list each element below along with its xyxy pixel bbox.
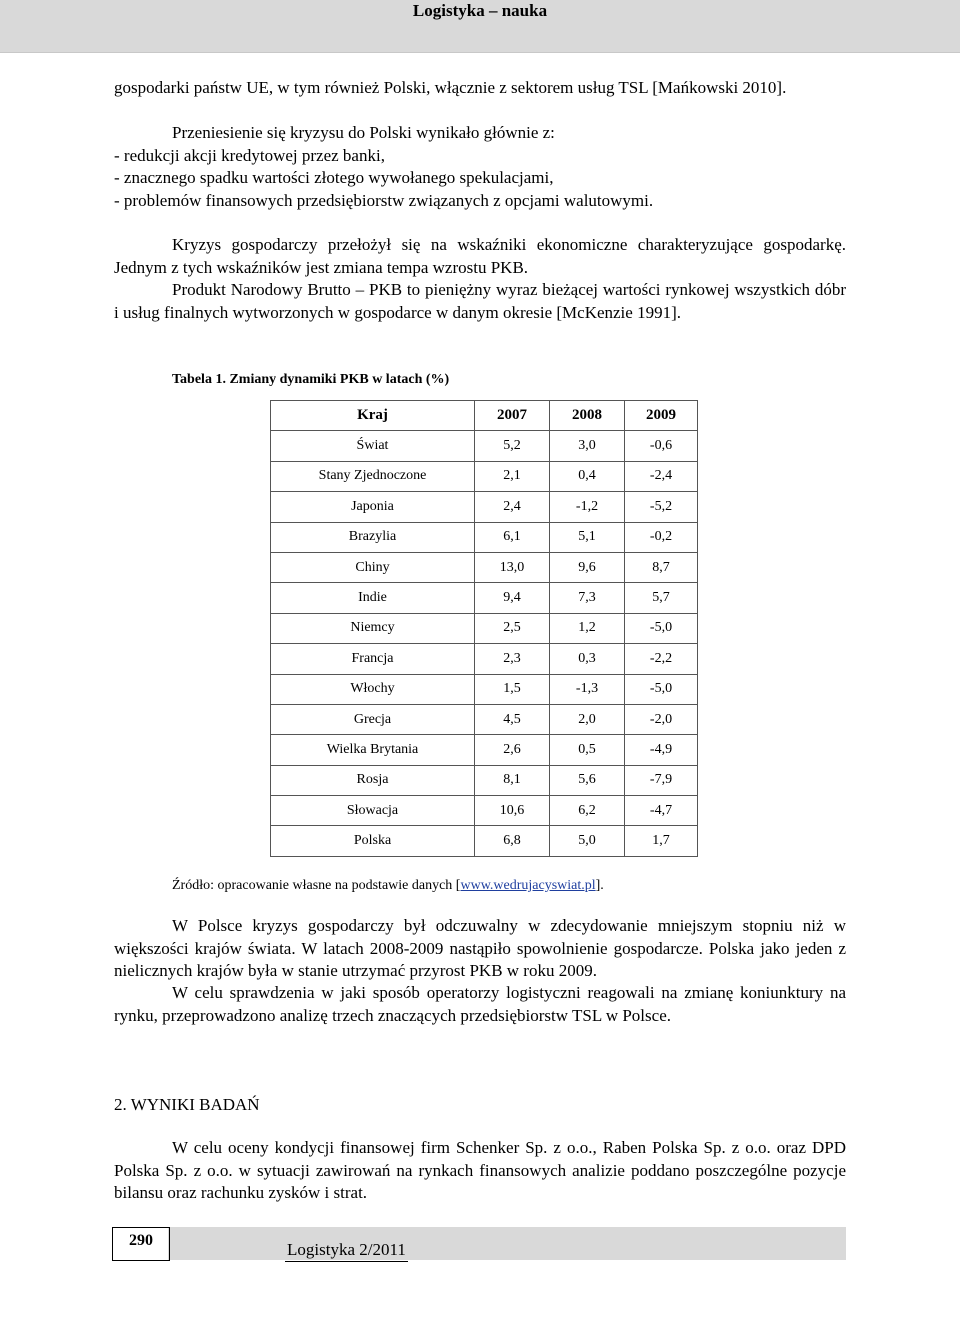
table-row [271,644,698,674]
cell-2009: -2,4 [625,461,698,491]
cell-country: Słowacja [271,796,475,826]
cell-country: Francja [271,644,475,674]
table-row [271,552,698,582]
cell-2009: -0,2 [625,522,698,552]
section-heading: 2. WYNIKI BADAŃ [114,1095,260,1114]
list-item: - problemów finansowych przedsiębiorstw związanych z opcjami walutowymi. [114,190,654,210]
cell-2008: 5,6 [550,765,625,795]
footer-strip [168,1227,846,1260]
cell-country: Indie [271,583,475,613]
cell-2009: -0,6 [625,431,698,461]
column-header-2009: 2009 [625,401,698,431]
list-item: - znacznego spadku wartości złotego wywołanego spekulacjami, [114,168,554,187]
cell-2008: 0,3 [550,644,625,674]
cell-2009: -4,9 [625,735,698,765]
page-number: 290 [112,1227,170,1261]
cell-country: Polska [271,826,475,856]
source-prefix: Źródło: opracowanie własne na podstawie danych [ [172,878,461,893]
paragraph-research: W celu oceny kondycji finansowej firm Schenker Sp. z o.o., Raben Polska Sp. z o.o. oraz DPD Polska Sp. z o.o. w sytuacji zawirowań na rynkach finansowych analizie poddano poszczególne pozycje bilansu oraz rachunku zysków i strat. [114,1138,846,1202]
footer-journal: Logistyka 2/2011 [285,1239,408,1262]
cell-2007: 6,8 [475,826,550,856]
table-row [271,796,698,826]
table-row [271,674,698,704]
cell-2008: 5,0 [550,826,625,856]
cell-country: Brazylia [271,522,475,552]
cell-country: Grecja [271,704,475,734]
table-row [271,522,698,552]
cell-2007: 1,5 [475,674,550,704]
cell-country: Stany Zjednoczone [271,461,475,491]
cell-2008: -1,3 [550,674,625,704]
paragraph-intro: gospodarki państw UE, w tym również Polski, włącznie z sektorem usług TSL [Mańkowski 2010]. [114,78,787,97]
cell-2007: 2,5 [475,613,550,643]
cell-2009: 8,7 [625,552,698,582]
cell-country: Świat [271,431,475,461]
cell-2007: 8,1 [475,765,550,795]
column-header-country: Kraj [271,401,475,431]
cell-2008: 3,0 [550,431,625,461]
cell-2007: 6,1 [475,522,550,552]
cell-2009: -4,7 [625,796,698,826]
cell-2008: -1,2 [550,492,625,522]
table-row [271,735,698,765]
paragraph-poland: W Polsce kryzys gospodarczy był odczuwalny w zdecydowanie mniejszym stopniu niż w większości krajów świata. W latach 2008-2009 nastąpiło spowolnienie gospodarcze. Polska jako jeden z nielicznych krajów była w stanie utrzymać przyrost PKB w roku 2009. [114,916,846,980]
table-row [271,583,698,613]
crisis-causes-block [114,122,846,212]
cell-country: Rosja [271,765,475,795]
cell-country: Niemcy [271,613,475,643]
paragraph-indicators: Kryzys gospodarczy przełożył się na wskaźniki ekonomiczne charakteryzujące gospodarkę. Jednym z tych wskaźników jest zmiana tempa wzrostu PKB. [114,235,846,277]
table-caption: Tabela 1. Zmiany dynamiki PKB w latach (%) [172,372,450,387]
cell-2007: 2,1 [475,461,550,491]
cell-2007: 13,0 [475,552,550,582]
table-row [271,492,698,522]
cell-2007: 2,3 [475,644,550,674]
source-suffix: ]. [595,878,604,893]
header-bar [0,0,960,53]
paragraph-analysis: W celu sprawdzenia w jaki sposób operatorzy logistyczni reagowali na zmianę koniunktury na rynku, przeprowadzono analizę trzech znaczących przedsiębiorstw TSL w Polsce. [114,983,846,1025]
cell-2008: 0,4 [550,461,625,491]
table-row [271,704,698,734]
source-link[interactable]: www.wedrujacyswiat.pl [460,878,596,893]
table-row [271,765,698,795]
table-row [271,826,698,856]
crisis-causes-intro: Przeniesienie się kryzysu do Polski wynikało głównie z: [172,123,555,142]
running-header-title: Logistyka – nauka [412,1,548,20]
table-row [271,613,698,643]
cell-2008: 0,5 [550,735,625,765]
cell-2008: 9,6 [550,552,625,582]
cell-2007: 9,4 [475,583,550,613]
column-header-2008: 2008 [550,401,625,431]
cell-2009: 1,7 [625,826,698,856]
cell-2009: -7,9 [625,765,698,795]
cell-country: Włochy [271,674,475,704]
cell-2007: 4,5 [475,704,550,734]
table-row [271,431,698,461]
cell-2008: 5,1 [550,522,625,552]
cell-2008: 7,3 [550,583,625,613]
cell-2009: 5,7 [625,583,698,613]
cell-2008: 1,2 [550,613,625,643]
column-header-2007: 2007 [475,401,550,431]
cell-2009: -5,0 [625,674,698,704]
cell-country: Wielka Brytania [271,735,475,765]
cell-2007: 5,2 [475,431,550,461]
cell-2008: 6,2 [550,796,625,826]
cell-2007: 2,4 [475,492,550,522]
gdp-table [270,400,698,857]
cell-2007: 10,6 [475,796,550,826]
list-item: - redukcji akcji kredytowej przez banki, [114,145,385,165]
cell-2009: -2,2 [625,644,698,674]
table-row [271,461,698,491]
cell-2009: -5,0 [625,613,698,643]
cell-2007: 2,6 [475,735,550,765]
cell-2008: 2,0 [550,704,625,734]
table-header-row [271,401,698,431]
table-source [172,877,604,895]
cell-country: Chiny [271,552,475,582]
cell-country: Japonia [271,492,475,522]
cell-2009: -5,2 [625,492,698,522]
paragraph-pkb-definition: Produkt Narodowy Brutto – PKB to pieniężny wyraz bieżącej wartości rynkowej wszystkich dóbr i usług finalnych wytworzonych w gospodarce w danym okresie [McKenzie 1991]. [114,280,846,322]
cell-2009: -2,0 [625,704,698,734]
